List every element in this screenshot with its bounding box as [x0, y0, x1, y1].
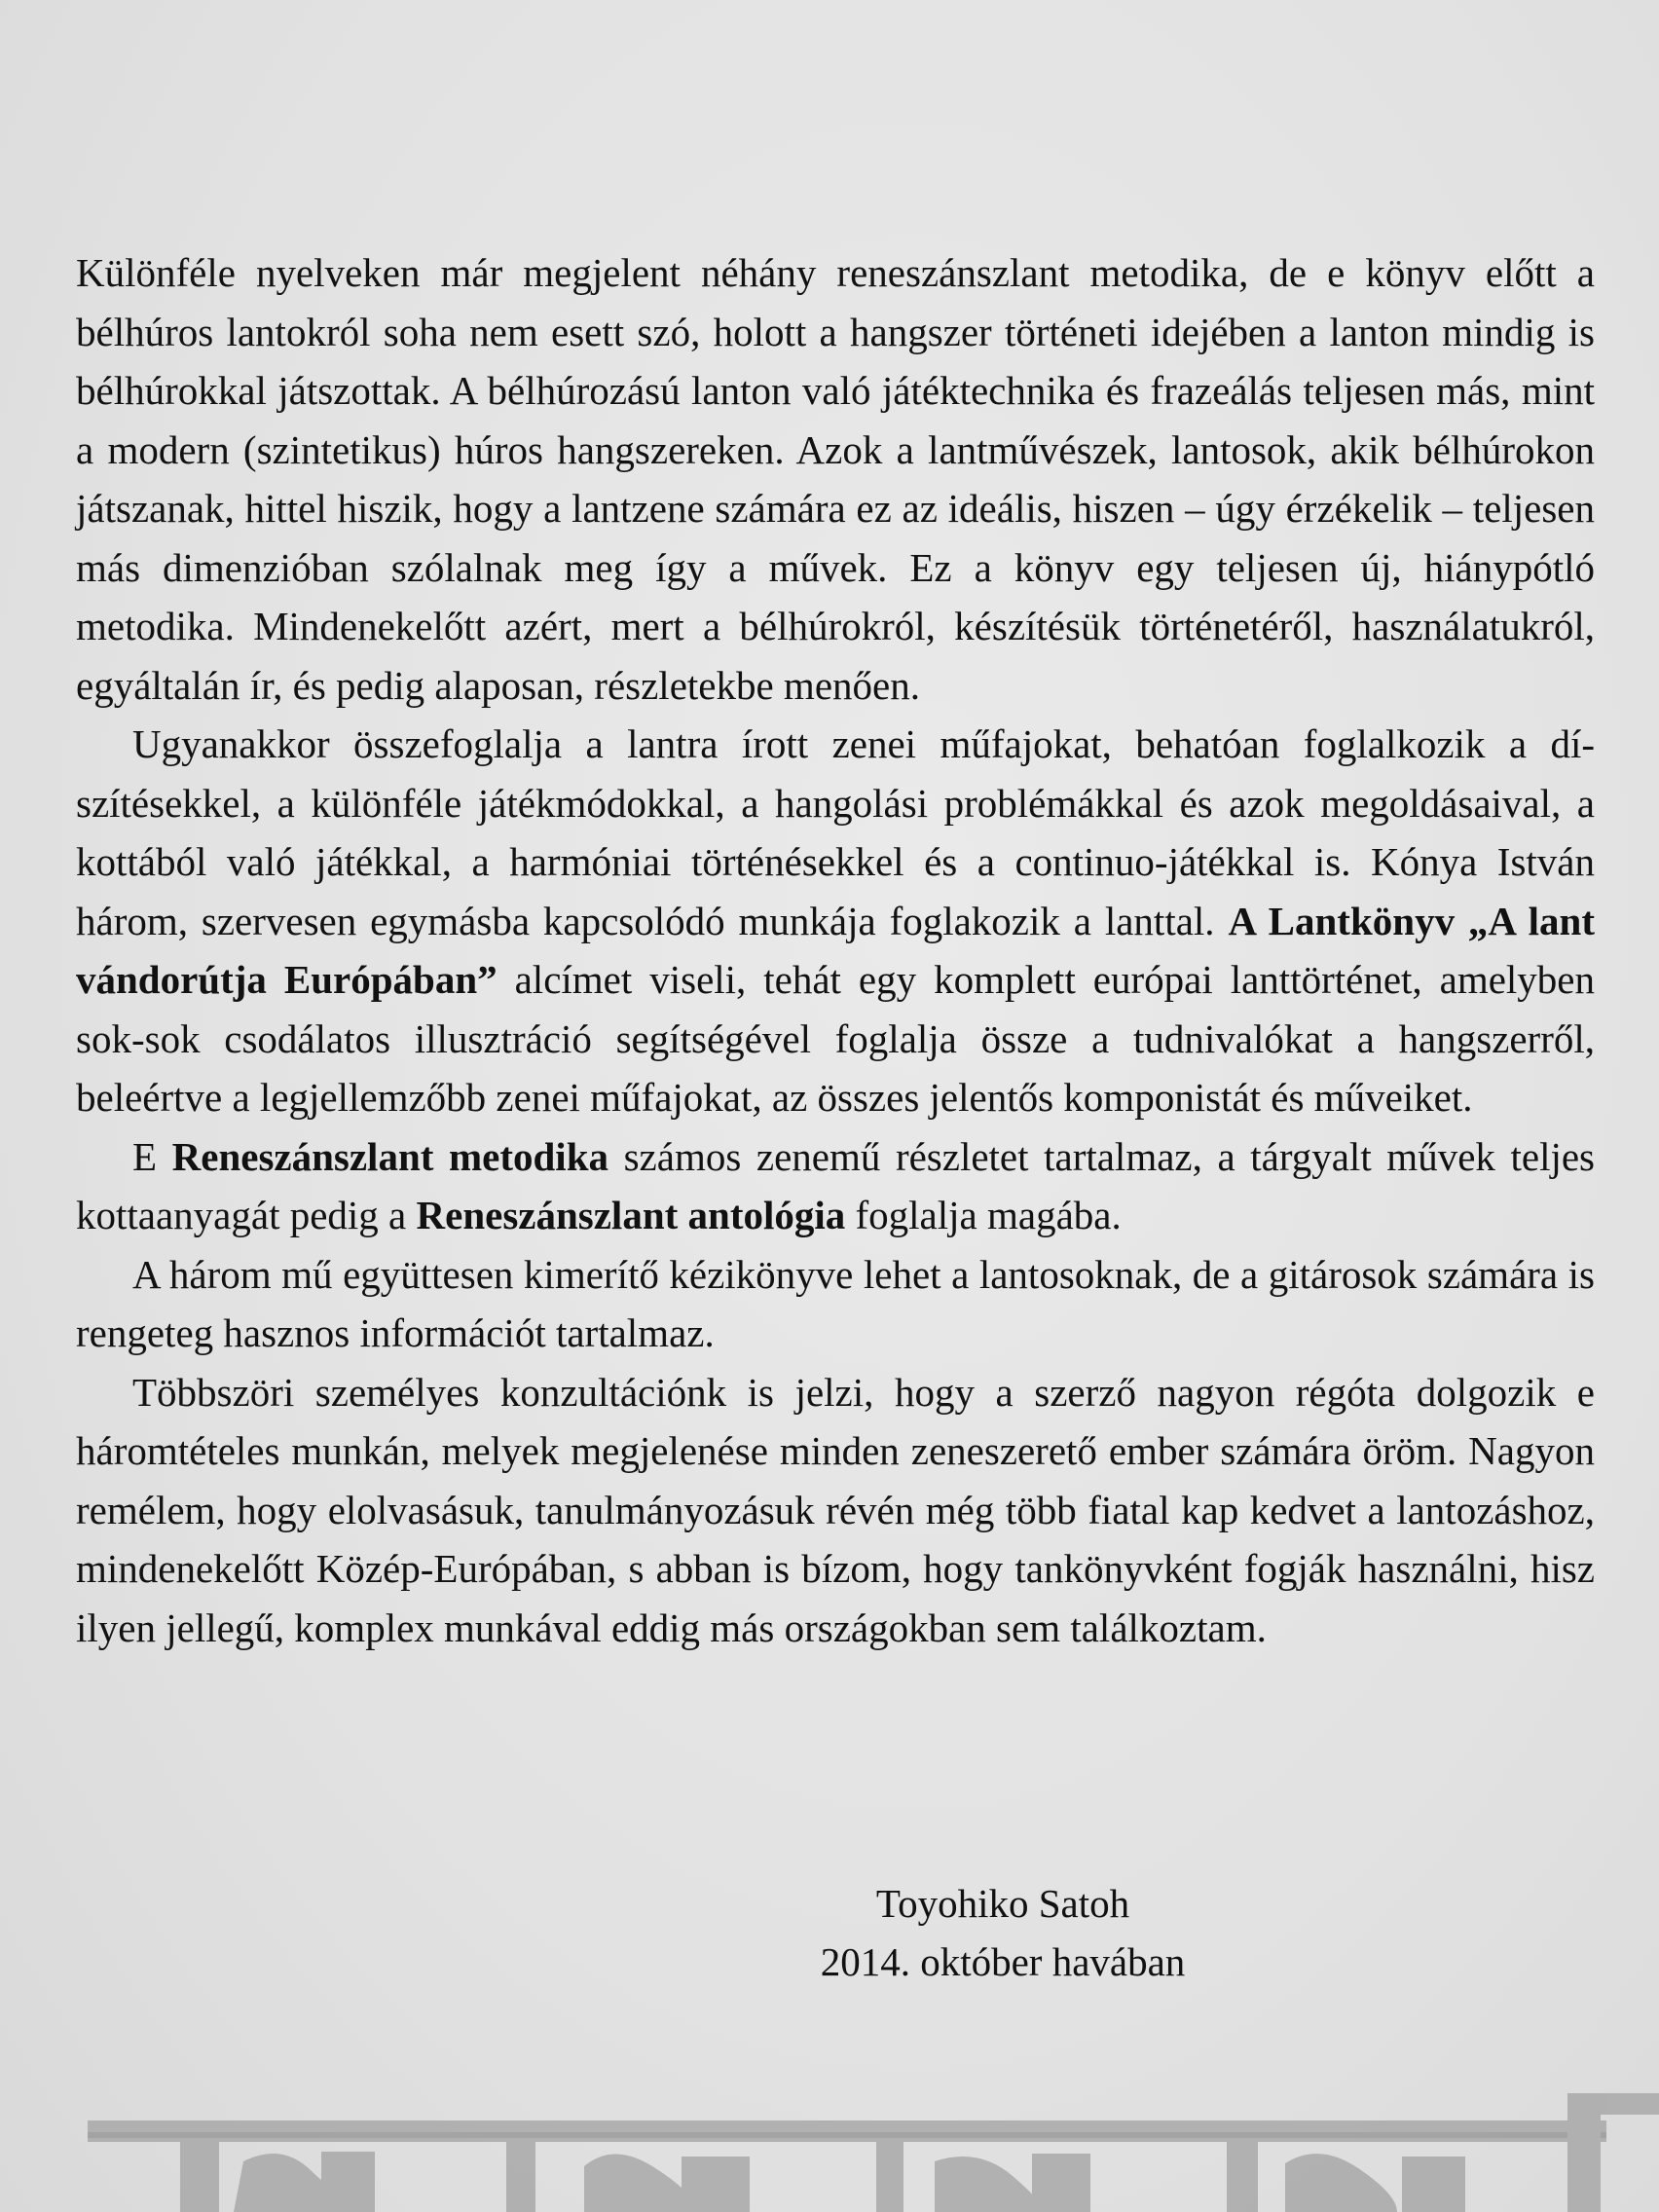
paragraph-text: foglalja magába. — [845, 1193, 1122, 1237]
foreword-body — [76, 243, 1595, 1657]
paragraph-text: A három mű együttesen kimerítő kézikönyve lehet a lantosoknak, de a gitárosok számára is rengeteg hasznos információt tartalmaz. — [76, 1251, 1595, 1355]
bold-title-text: Reneszánszlant metodika — [171, 1133, 608, 1179]
paragraph — [76, 715, 1595, 1127]
paragraph-text: E — [132, 1133, 172, 1179]
paragraph-text: Különféle nyelveken már megjelent néhány reneszánszlant metodika, de e könyv előtt a bélhúros lantokról soha nem esett szó, holott a hangszer történeti idejében a lanton mindig is bélhúrokkal játszottak. A bélhúrozású lanton való játéktechnika és frazeálás teljesen más, mint a modern (szintetikus) húros hangszereken. Azok a lantművészek, lantosok, akik bélhúrokon játszanak, hittel hiszik, hogy a lantzene számára ez az ideális, hiszen – úgy érzékelik – teljesen más dimenzióban szólalnak meg így a művek. Ez a könyv egy teljesen új, hiánypótló metodika. Mindenekelőtt azért, mert a bélhúrokról, készítésük történetéről, használatukról, egyáltalán ír, és pedig alaposan, részletekbe menően. — [76, 250, 1595, 708]
bold-title-text: Reneszánszlant antológia — [416, 1193, 846, 1237]
signature-date: 2014. október havában — [820, 1939, 1186, 1984]
paragraph — [76, 243, 1595, 715]
paragraph — [76, 1127, 1595, 1245]
paragraph-text: Többszöri személyes konzultációnk is jelzi, hogy a szerző nagyon régóta dolgozik e háromtételes munkán, melyek megjelenése minden zeneszerető ember számára öröm. Nagyon remélem, hogy elolvasásuk, tanulmányozásuk révén még több fiatal kap kedvet a lantozáshoz, mindenekelőtt Közép-Európában, s abban is bízom, hogy tankönyvként fogják használni, hisz ilyen jellegű, komplex munkával eddig más országokban sem találkoztam. — [76, 1369, 1595, 1650]
paragraph-text: alcímet viseli, tehát egy komplett európai lanttörténet, amelyben sok-sok csodálatos illusztráció segítségével foglalja össze a tudnivalókat a hangszerről, beleértve a legjellemzőbb zenei műfajokat, az összes jelentős komponistát és műveiket. — [76, 957, 1596, 1120]
bold-title-text: A Lantkönyv „A lant vándorútja Európában” — [76, 898, 1596, 1002]
paragraph-text: Ugyanakkor összefoglalja a lantra írott zenei műfajokat, behatóan foglalkozik a díszítésekkel, a különféle játékmódokkal, a hangolási problémákkal és azok megoldásaival, a kottából való játékkal, a harmóniai történésekkel és a continuo-játékkal is. Kónya István három, szervesen egymásba kapcsolódó munkája foglakozik a lanttal. — [76, 721, 1595, 943]
paragraph-text: számos zenemű részletet tartalmaz, a tárgyalt művek teljes kottaanyagát pedig a — [76, 1133, 1596, 1237]
decorative-ornament-border — [0, 2093, 1659, 2212]
paragraph — [76, 1245, 1595, 1363]
paragraph — [76, 1363, 1595, 1658]
signature-block — [759, 1874, 1246, 1991]
author-name: Toyohiko Satoh — [875, 1881, 1130, 1926]
